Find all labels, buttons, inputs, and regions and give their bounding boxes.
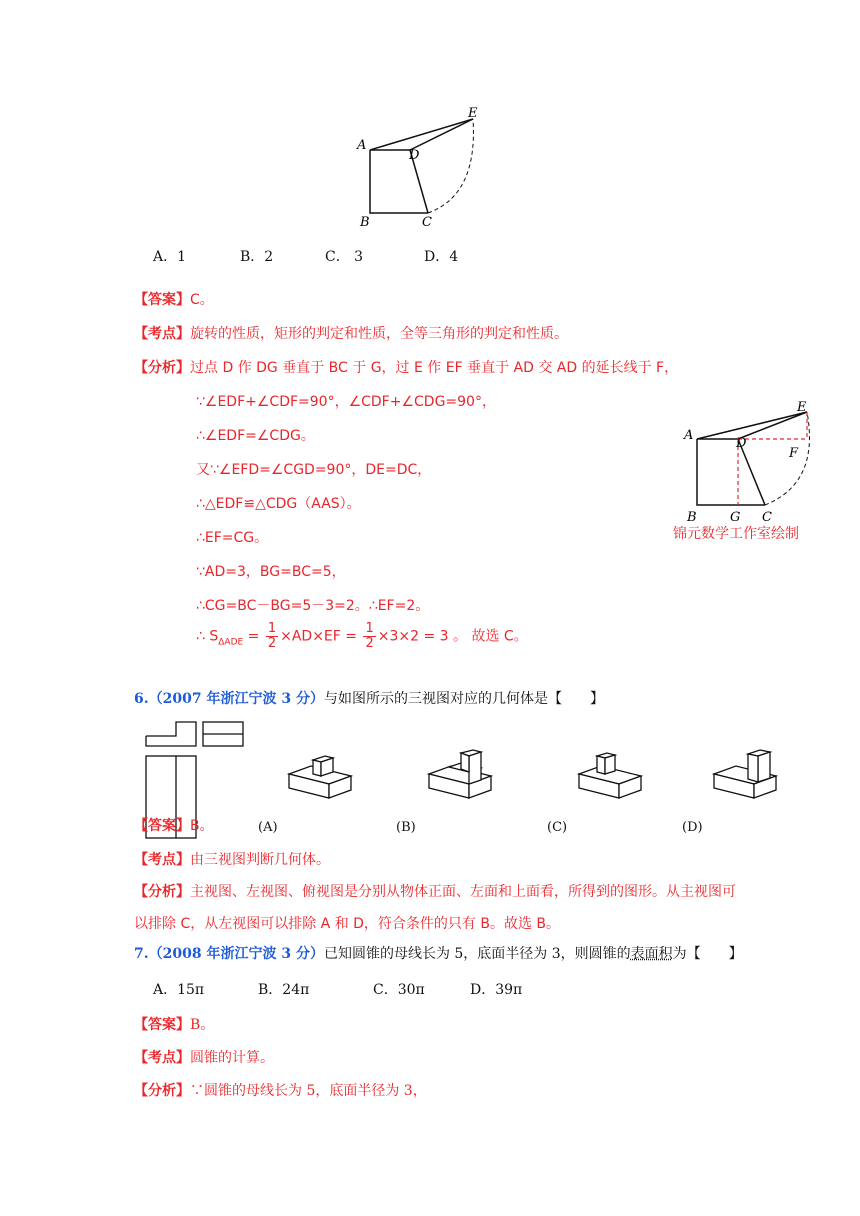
q6-option-a-label: (A) xyxy=(258,820,278,835)
svg-text:D: D xyxy=(736,436,747,451)
final-result: ×3×2 = 3 。 故选 C。 xyxy=(377,628,528,645)
q7-stem: 7.（2008 年浙江宁波 3 分）已知圆锥的母线长为 5，底面半径为 3，则圆锥的表面积为【 】 xyxy=(134,946,743,962)
q5-choice-a: A．1 xyxy=(153,249,187,265)
q7-choice-d: D．39π xyxy=(470,982,523,998)
q6-option-b-figure xyxy=(425,748,495,804)
emphasis-dotted: 表面积 xyxy=(630,946,673,962)
fraction-half: $\frac{1}{2}$ xyxy=(267,621,277,651)
q5-choice-b: B．2 xyxy=(240,249,274,265)
q5-step-3: 又∵∠EFD=∠CGD=90°，DE=DC， xyxy=(196,462,432,478)
q6-option-d-figure xyxy=(710,748,780,804)
front-view xyxy=(146,722,196,746)
q7-choice-c: C．30π xyxy=(373,982,425,998)
q5-answer-line xyxy=(134,290,214,310)
analysis-intro: 过点 D 作 DG 垂直于 BC 于 G，过 E 作 EF 垂直于 AD 交 AD 的延长线于 F， xyxy=(190,360,679,376)
svg-text:G: G xyxy=(730,510,741,525)
svg-text:B: B xyxy=(687,510,697,525)
q6-option-c-label: (C) xyxy=(547,820,568,835)
area-symbol: ∴ S xyxy=(196,628,219,645)
kaodian-value: 旋转的性质，矩形的判定和性质，全等三角形的判定和性质。 xyxy=(190,326,568,342)
q5-figure xyxy=(350,105,500,230)
q7-choice-b: B．24π xyxy=(258,982,310,998)
answer-tag: 【答案】 xyxy=(134,292,190,308)
fig-label-c: C xyxy=(422,215,432,230)
svg-text:E: E xyxy=(797,400,807,415)
q6-option-d-label: (D) xyxy=(682,820,703,835)
q7-choice-a: A．15π xyxy=(153,982,205,998)
q6-kaodian-line: 【考点】由三视图判断几何体。 xyxy=(134,852,330,868)
q5-choice-d: D．4 xyxy=(424,249,459,265)
q6-option-a-figure xyxy=(285,748,355,804)
q6-option-b-label: (B) xyxy=(396,820,416,835)
q5-step-7: ∴CG=BC－BG=5－3=2。∴EF=2。 xyxy=(196,598,430,614)
q5-choice-c: C． 3 xyxy=(325,249,364,265)
fig-label-a: A xyxy=(357,138,367,153)
q7-answer-line: 【答案】B。 xyxy=(134,1017,215,1033)
q5-step-4: ∴△EDF≌△CDG（AAS）。 xyxy=(196,496,361,512)
figure-caption: 锦元数学工作室绘制 xyxy=(673,526,799,542)
fig-label-e: E xyxy=(468,106,478,121)
q5-step-6: ∵AD=3，BG=BC=5， xyxy=(196,564,346,580)
q6-question: 与如图所示的三视图对应的几何体是【 】 xyxy=(323,691,604,707)
answer-value: C。 xyxy=(190,292,214,308)
q6-analysis-line1: 【分析】主视图、左视图、俯视图是分别从物体正面、左面和上面看，所得到的图形。从主视图可 xyxy=(134,884,736,900)
equals: = xyxy=(243,628,264,645)
product: ×AD×EF = xyxy=(280,628,362,645)
fig-ae xyxy=(370,119,473,150)
q5-step-2: ∴∠EDF=∠CDG。 xyxy=(196,428,315,444)
q6-stem xyxy=(134,689,604,709)
q6-analysis-line2: 以排除 C，从左视图可以排除 A 和 D，符合条件的只有 B。故选 B。 xyxy=(134,916,561,932)
fraction-half-2: $\frac{1}{2}$ xyxy=(365,621,374,651)
fig-label-b: B xyxy=(360,215,370,230)
svg-text:F: F xyxy=(789,446,799,461)
analysis-tag: 【分析】 xyxy=(134,360,190,376)
q5-step-5: ∴EF=CG。 xyxy=(196,530,269,546)
fig-arc xyxy=(428,119,473,213)
q6-number: 6. xyxy=(134,691,149,707)
q7-kaodian-line: 【考点】圆锥的计算。 xyxy=(134,1050,274,1066)
q5-final-step xyxy=(196,622,528,651)
q7-analysis-line: 【分析】∵圆锥的母线长为 5，底面半径为 3， xyxy=(134,1083,427,1099)
q6-source: （2007 年浙江宁波 3 分） xyxy=(148,691,324,707)
q5-kaodian-line xyxy=(134,324,568,344)
svg-text:C: C xyxy=(762,510,772,525)
fig-label-d: D xyxy=(409,148,420,163)
area-subscript: ΔADE xyxy=(218,637,244,648)
q5-figure-construction xyxy=(670,395,850,545)
q5-step-1: ∵∠EDF+∠CDF=90°，∠CDF+∠CDG=90°， xyxy=(196,394,496,410)
kaodian-tag: 【考点】 xyxy=(134,326,190,342)
q6-answer-line: 【答案】B。 xyxy=(134,818,214,834)
q5-analysis-line xyxy=(134,358,678,378)
svg-text:A: A xyxy=(684,428,694,443)
q6-option-c-figure xyxy=(575,748,645,804)
